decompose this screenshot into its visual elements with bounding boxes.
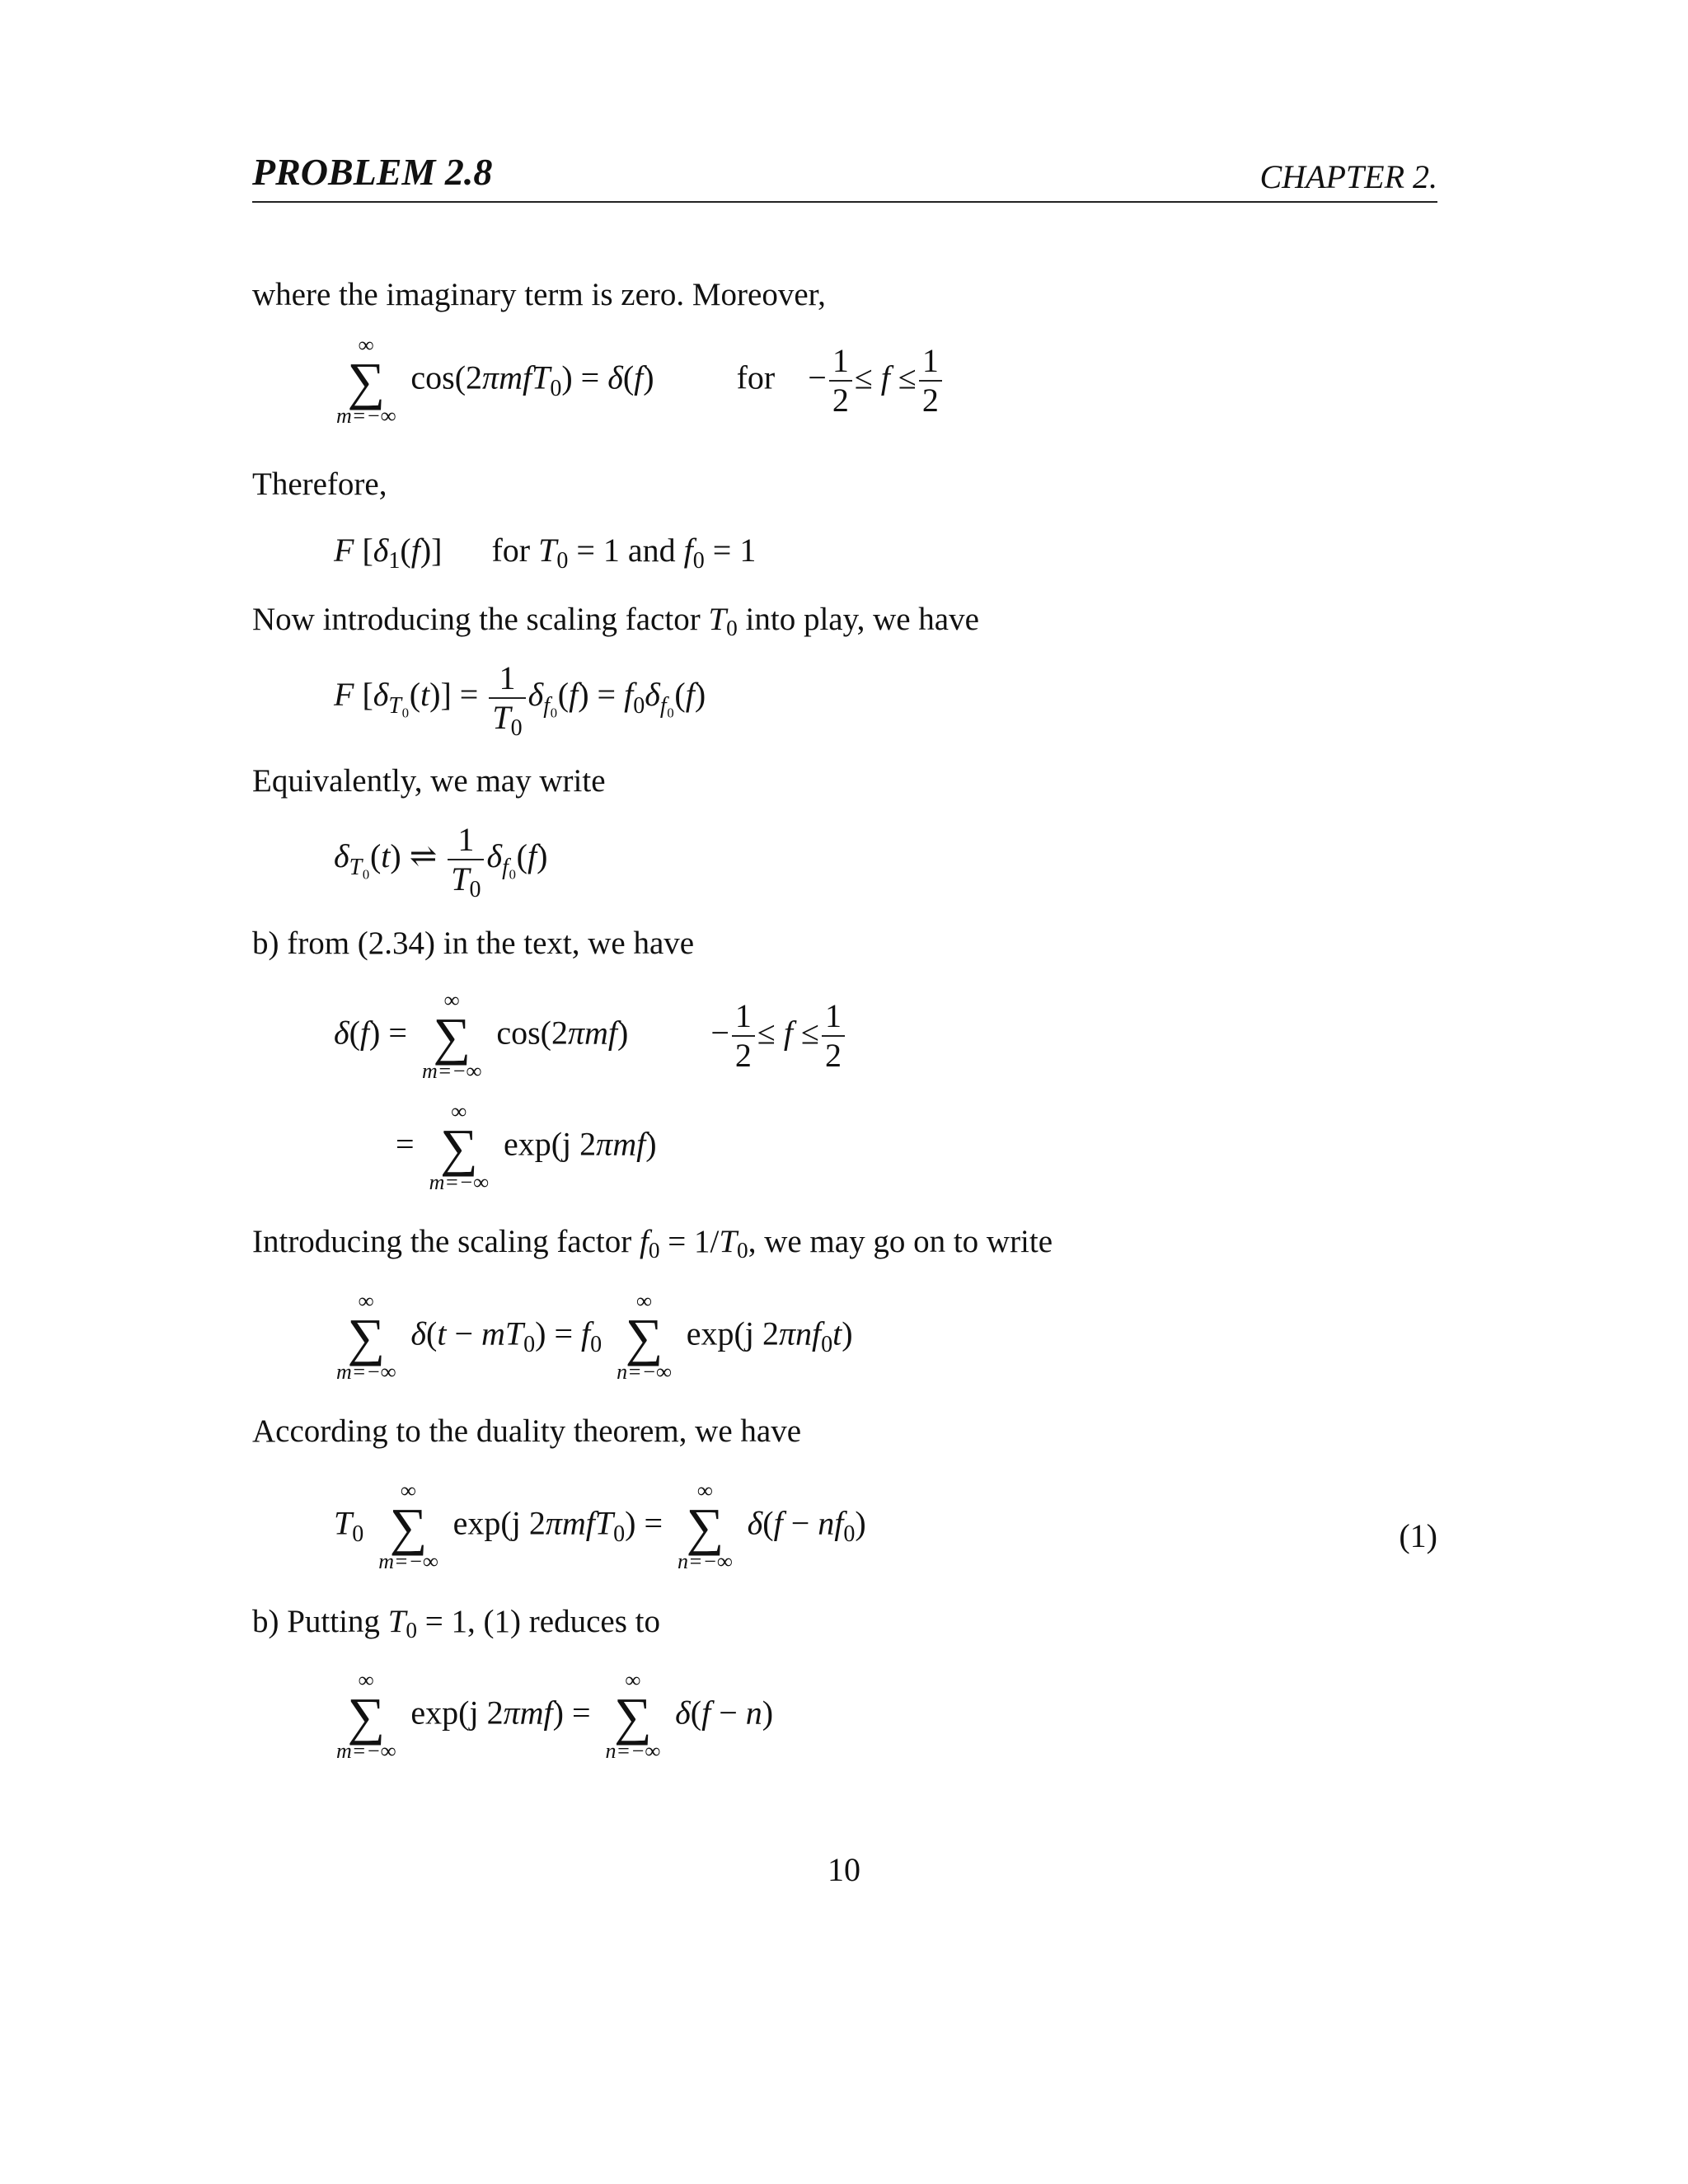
paragraph-6-end: , we may go on to write — [748, 1224, 1053, 1259]
summation-symbol: ∞ ∑ m=−∞ — [336, 333, 396, 429]
page-number: 10 — [828, 1851, 860, 1888]
paragraph-8: b) Putting T0 = 1, (1) reduces to — [252, 1604, 660, 1643]
paragraph-6: Introducing the scaling factor f0 = 1/T0, we may go on to write — [252, 1224, 1053, 1263]
equation-delta-exp-sum: = ∞ ∑ m=−∞ exp(j 2πmf) — [396, 1099, 657, 1195]
page-header-left: PROBLEM 2.8 — [252, 151, 493, 193]
paragraph-4: Equivalently, we may write — [252, 763, 606, 799]
equation-fourier-delta-1: F $[\delta_1(f)]$ for $T_0 = 1$ and $f_0 = 1$ — [334, 532, 757, 574]
summation-symbol: ∞ ∑ m=−∞ — [378, 1479, 438, 1574]
eq2-and-text: and — [627, 532, 676, 569]
paragraph-6-start: Introducing the scaling factor — [252, 1224, 632, 1259]
equation-transform-pair: $\delta_{T_0}(t)$ ⇌ $\frac{1}{T_0}$ $\delta_{f_0}(f)$ — [334, 821, 548, 903]
summation-symbol: ∞ ∑ n=−∞ — [678, 1479, 733, 1574]
paragraph-3-start: Now introducing the scaling factor — [252, 602, 701, 637]
summation-symbol: ∞ ∑ m=−∞ — [421, 988, 482, 1084]
equation-delta-cos-sum: δ(f) = ∞ ∑ m=−∞ cos(2πmf) − $\frac{1}{2}$ ≤ f ≤ $\frac{1}{2}$ — [334, 989, 847, 1084]
paragraph-2: Therefore, — [252, 466, 387, 502]
equation-impulse-train: ∞ ∑ m=−∞ $\delta(t - mT_0) = f_0$ ∞ ∑ n=−∞ exp(j 2πnf$_0$t) — [336, 1289, 853, 1385]
paragraph-8-start: b) Putting — [252, 1604, 380, 1639]
equation-number: (1) — [1399, 1517, 1437, 1554]
equation-fourier-scaled: F $[\delta_{T_0}(t)]$ = $\frac{1}{T_0}$ $\delta_{f_0}(f) = f_0\delta_{f_0}(f)$ — [334, 659, 706, 742]
summation-symbol: ∞ ∑ m=−∞ — [429, 1099, 489, 1195]
paragraph-5: b) from (2.34) in the text, we have — [252, 926, 695, 961]
page-header-right: CHAPTER 2. — [1259, 158, 1437, 195]
header-rule — [252, 201, 1437, 203]
summation-symbol: ∞ ∑ n=−∞ — [617, 1289, 672, 1385]
summation-symbol: ∞ ∑ n=−∞ — [605, 1668, 661, 1764]
equation-reduced: ∞ ∑ m=−∞ exp(j 2πmf) = ∞ ∑ n=−∞ δ(f − n) — [336, 1668, 774, 1764]
paragraph-1: where the imaginary term is zero. Moreover, — [252, 277, 826, 312]
summation-symbol: ∞ ∑ m=−∞ — [336, 1668, 396, 1764]
equation-duality: $T_0$ ∞ ∑ m=−∞ exp(j 2πmfT$_0$) = ∞ ∑ n=−∞ $\delta(f - nf_0)$ — [334, 1479, 866, 1574]
paragraph-3-end: into play, we have — [745, 602, 979, 637]
eq1-for-text: for — [736, 359, 776, 396]
summation-symbol: ∞ ∑ m=−∞ — [336, 1289, 396, 1385]
paragraph-8-end: , (1) reduces to — [467, 1604, 660, 1639]
paragraph-7: According to the duality theorem, we have — [252, 1413, 802, 1449]
paragraph-3: Now introducing the scaling factor T0 into play, we have — [252, 602, 979, 640]
eq2-for-text: for — [491, 532, 531, 569]
equation-cos-sum: ∞ ∑ m=−∞ cos(2πmfT$_0$) = δ(f) for − $\frac{1}{2}$ ≤ f ≤ $\frac{1}{2}$ — [330, 334, 945, 429]
